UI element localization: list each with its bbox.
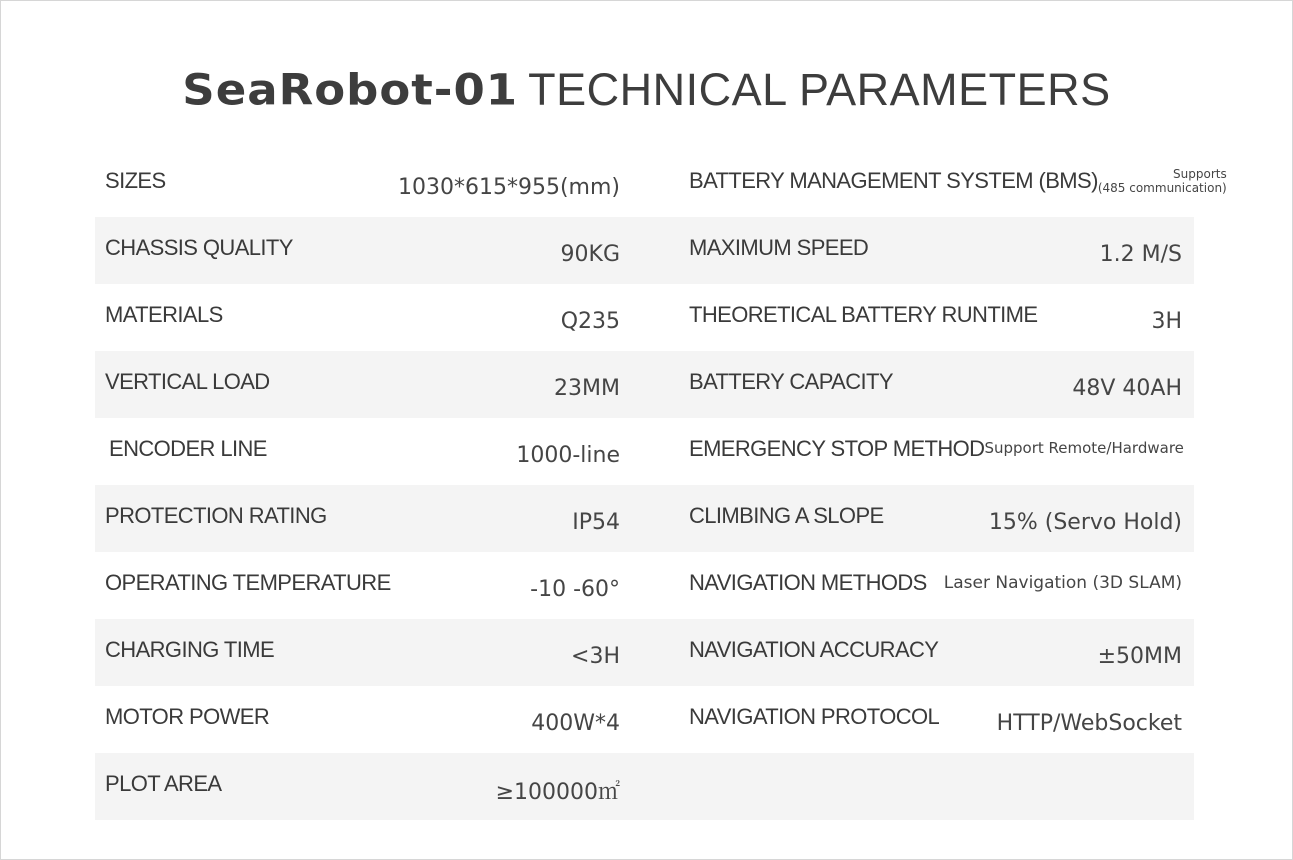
parameter-label: CHASSIS QUALITY: [105, 234, 293, 260]
parameter-value: 1000-line: [516, 443, 620, 468]
table-row: [95, 686, 1194, 753]
parameter-value: -10 -60°: [530, 577, 620, 602]
parameter-value: ±50MM: [1097, 644, 1182, 669]
parameter-cell: [95, 418, 632, 485]
parameter-label: SIZES: [105, 167, 166, 193]
parameter-label: PROTECTION RATING: [105, 502, 327, 528]
parameter-cell: [632, 686, 1194, 753]
parameter-value: 3H: [1151, 309, 1182, 334]
parameter-cell: [95, 150, 632, 217]
table-row: [95, 284, 1194, 351]
parameter-value: 90KG: [560, 242, 620, 267]
parameter-cell: [632, 284, 1194, 351]
parameter-label: MAXIMUM SPEED: [689, 234, 869, 260]
parameter-cell: [95, 485, 632, 552]
parameter-label: VERTICAL LOAD: [105, 368, 270, 394]
parameter-label: NAVIGATION METHODS: [689, 569, 927, 595]
table-row: [95, 217, 1194, 284]
parameter-label: BATTERY CAPACITY: [689, 368, 893, 394]
parameter-label: BATTERY MANAGEMENT SYSTEM (BMS): [689, 167, 1098, 193]
table-row: [95, 418, 1194, 485]
parameter-cell: [95, 686, 632, 753]
table-row: [95, 485, 1194, 552]
parameter-label: ENCODER LINE: [109, 435, 267, 461]
table-row: [95, 150, 1227, 217]
parameter-value: [1098, 167, 1227, 195]
parameter-value: 1.2 M/S: [1099, 242, 1182, 267]
parameter-value-line: (485 communication): [1097, 180, 1227, 195]
parameter-label: PLOT AREA: [105, 770, 222, 796]
parameter-label: EMERGENCY STOP METHOD: [689, 435, 985, 461]
parameter-value: Q235: [560, 309, 620, 334]
parameter-cell: [632, 217, 1194, 284]
parameter-value-line: Supports: [1173, 166, 1227, 181]
parameter-value: IP54: [572, 510, 620, 535]
page-title: [0, 62, 1293, 129]
parameter-value: 15% (Servo Hold): [988, 510, 1182, 535]
parameter-cell: [95, 552, 632, 619]
parameter-cell: [95, 753, 632, 820]
parameter-label: MATERIALS: [105, 301, 223, 327]
brand-logo-text: SeaRobot-01: [182, 64, 519, 115]
parameter-label: THEORETICAL BATTERY RUNTIME: [689, 301, 1038, 327]
parameter-label: CHARGING TIME: [105, 636, 275, 662]
parameter-cell: [632, 619, 1194, 686]
parameter-label: OPERATING TEMPERATURE: [105, 569, 391, 595]
parameter-cell: [632, 150, 1227, 217]
parameter-cell: [95, 351, 632, 418]
parameter-value: 48V 40AH: [1072, 376, 1182, 401]
parameter-value: 400W*4: [531, 711, 620, 736]
parameter-value: 23MM: [554, 376, 620, 401]
parameter-label: NAVIGATION PROTOCOL: [689, 703, 940, 729]
parameter-cell: [632, 351, 1194, 418]
parameter-value: Support Remote/Hardware: [984, 438, 1184, 457]
parameter-label: CLIMBING A SLOPE: [689, 502, 884, 528]
parameter-label: NAVIGATION ACCURACY: [689, 636, 939, 662]
title-text: TECHNICAL PARAMETERS: [528, 64, 1111, 115]
parameter-cell: [95, 619, 632, 686]
parameter-value: 1030*615*955(mm): [398, 175, 620, 200]
table-row: [95, 351, 1194, 418]
table-row: [95, 619, 1194, 686]
table-row: [95, 753, 1194, 820]
parameter-cell: [632, 418, 1194, 485]
parameter-cell: [632, 552, 1194, 619]
parameter-cell-empty: [632, 753, 1194, 820]
parameter-value: <3H: [571, 644, 620, 669]
table-row: [95, 552, 1194, 619]
parameter-cell: [95, 217, 632, 284]
parameter-label: MOTOR POWER: [105, 703, 270, 729]
parameter-value: HTTP/WebSocket: [996, 711, 1182, 736]
parameters-table: [95, 150, 1227, 820]
parameter-cell: [632, 485, 1194, 552]
parameter-cell: [95, 284, 632, 351]
parameter-value: ≥100000㎡: [495, 780, 620, 805]
parameter-value: Laser Navigation (3D SLAM): [943, 572, 1182, 593]
